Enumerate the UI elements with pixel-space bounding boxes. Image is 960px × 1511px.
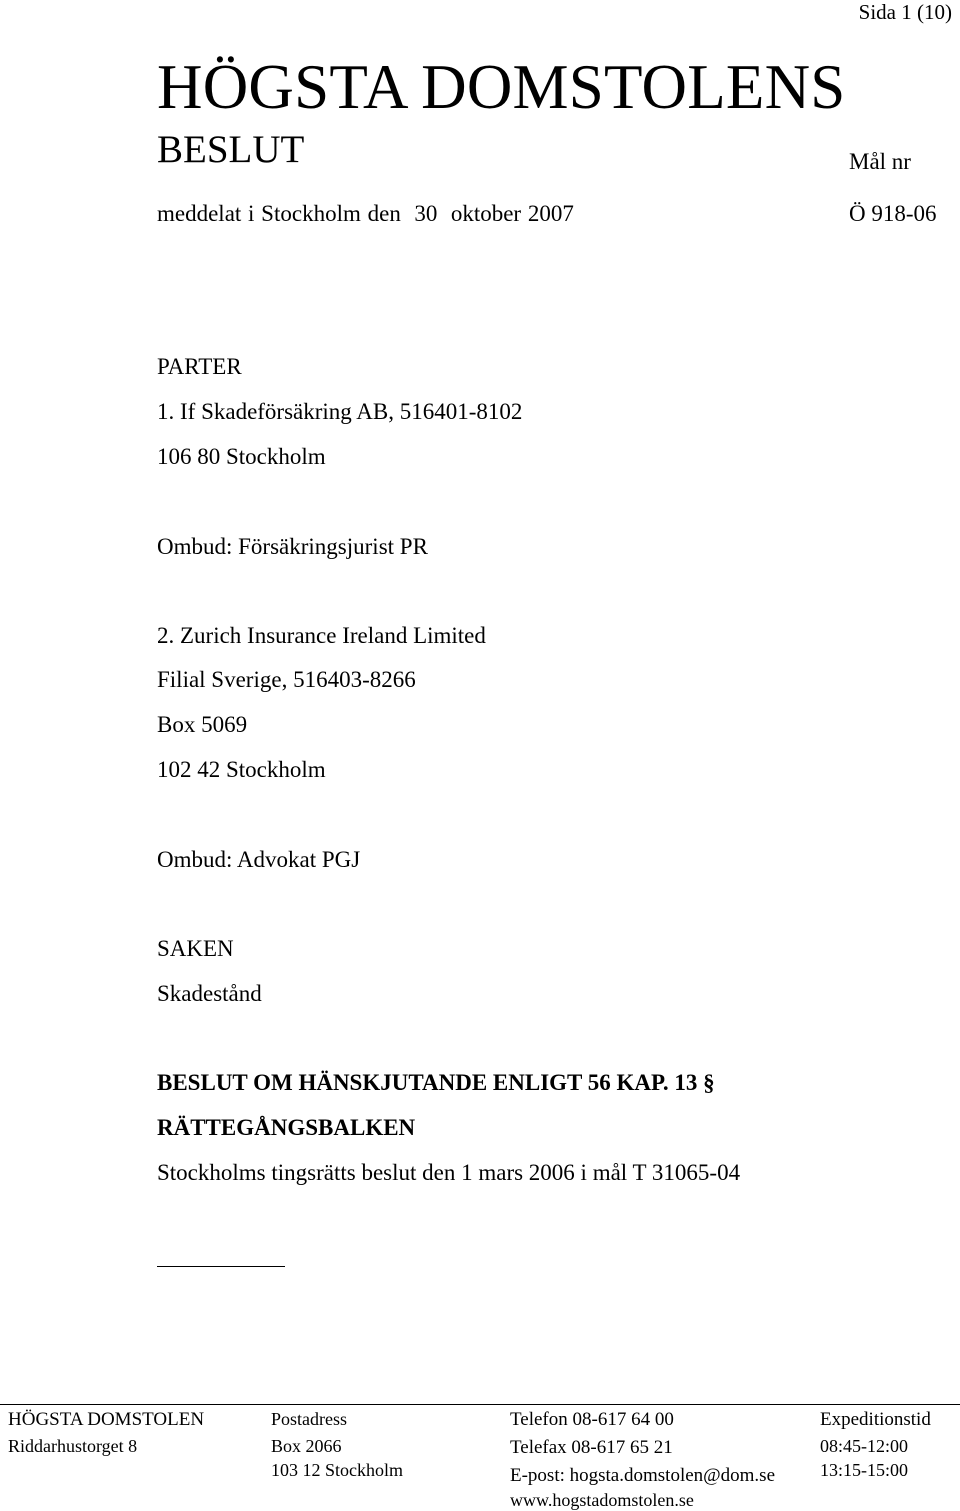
parties-heading: PARTER <box>157 354 242 379</box>
footer-postal-city: 103 12 Stockholm <box>271 1460 404 1480</box>
footer-email: E-post: hogsta.domstolen@dom.se <box>510 1465 776 1486</box>
party1-address: 106 80 Stockholm <box>157 444 326 469</box>
decision-subtitle: Stockholms tingsrätts beslut den 1 mars 2006 i mål T 31065-04 <box>157 1160 741 1185</box>
footer-divider <box>0 1404 960 1405</box>
footer-postal-label: Postadress <box>271 1409 347 1429</box>
footer-street: Riddarhustorget 8 <box>8 1436 138 1456</box>
footer-phone: Telefon 08-617 64 00 <box>510 1409 674 1430</box>
court-name: HÖGSTA DOMSTOLENS <box>157 52 846 122</box>
decision-title-line1: BESLUT OM HÄNSKJUTANDE ENLIGT 56 KAP. 13 § <box>157 1070 715 1095</box>
party1-name: 1. If Skadeförsäkring AB, 516401-8102 <box>157 399 523 424</box>
footer-hours-afternoon: 13:15-15:00 <box>820 1460 908 1480</box>
matter-text: Skadestånd <box>157 981 262 1006</box>
party2-box: Box 5069 <box>157 712 248 737</box>
footer-postal-box: Box 2066 <box>271 1436 342 1456</box>
footer-fax: Telefax 08-617 65 21 <box>510 1437 673 1458</box>
footer-hours-label: Expeditionstid <box>820 1409 931 1430</box>
document-type: BESLUT <box>157 128 305 171</box>
case-number-label: Mål nr <box>849 149 911 174</box>
matter-heading: SAKEN <box>157 936 234 961</box>
footer-court: HÖGSTA DOMSTOLEN <box>8 1409 205 1430</box>
party2-branch: Filial Sverige, 516403-8266 <box>157 667 416 692</box>
decision-title-line2: RÄTTEGÅNGSBALKEN <box>157 1115 416 1140</box>
party2-address: 102 42 Stockholm <box>157 757 326 782</box>
party2-representative: Ombud: Advokat PGJ <box>157 847 361 872</box>
party2-name: 2. Zurich Insurance Ireland Limited <box>157 623 486 648</box>
page-number: Sida 1 (10) <box>858 0 952 24</box>
case-number: Ö 918-06 <box>849 201 937 226</box>
party1-representative: Ombud: Försäkringsjurist PR <box>157 534 428 559</box>
section-divider <box>157 1266 285 1267</box>
decision-date: meddelat i Stockholm den 30 oktober 2007 <box>157 201 574 226</box>
footer-hours-morning: 08:45-12:00 <box>820 1436 908 1456</box>
footer-website: www.hogstadomstolen.se <box>510 1490 694 1510</box>
